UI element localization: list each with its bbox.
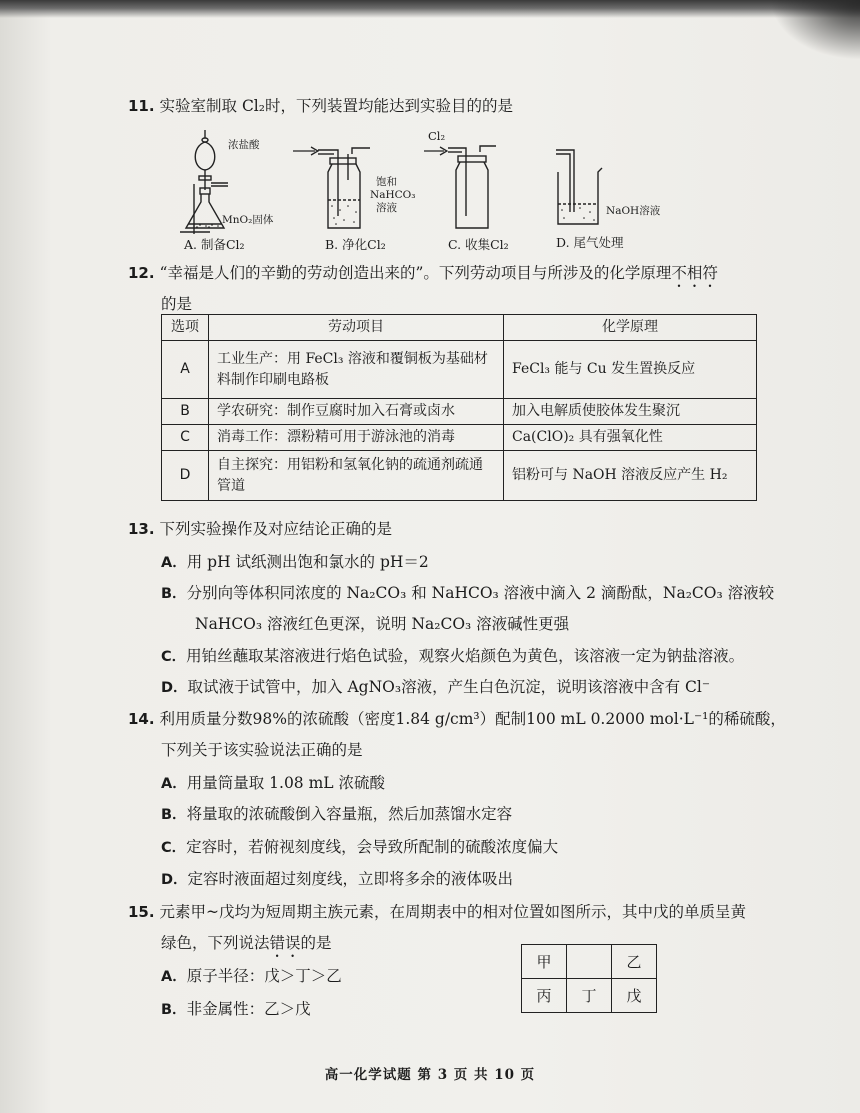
q12-table — [161, 314, 757, 501]
q13-option-c — [161, 645, 744, 668]
question-11 — [128, 95, 513, 117]
q14-option-d — [161, 868, 513, 891]
option-text: 将量取的浓硫酸倒入容量瓶，然后加蒸馏水定容 — [186, 805, 513, 823]
option-letter: B． — [161, 1002, 187, 1018]
option-text: 定容时液面超过刻度线，立即将多余的液体吸出 — [187, 870, 514, 888]
row-project: 消毒工作：漂粉精可用于游泳池的消毒 — [209, 425, 504, 451]
question-14 — [128, 708, 786, 730]
option-text: 取试液于试管中，加入 AgNO₃溶液，产生白色沉淀，说明该溶液中含有 Cl⁻ — [187, 678, 711, 696]
row-project: 学农研究：制作豆腐时加入石膏或卤水 — [209, 399, 504, 425]
option-text: 分别向等体积同浓度的 Na₂CO₃ 和 NaHCO₃ 溶液中滴入 2 滴酚酞，Na₂CO₃ 溶液较 — [186, 584, 775, 602]
q15-option-a — [161, 965, 342, 988]
option-letter: B． — [161, 586, 187, 602]
question-text: 实验室制取 Cl₂时，下列装置均能达到实验目的的是 — [159, 97, 513, 115]
row-option: B — [162, 399, 209, 425]
label-cl2-gas: Cl₂ — [428, 129, 446, 143]
q14-option-c — [161, 836, 558, 859]
question-number: 12. — [128, 264, 155, 282]
element-wu: 戊 — [612, 979, 657, 1013]
row-principle: 铝粉可与 NaOH 溶液反应产生 H₂ — [504, 451, 757, 501]
ptable-row-1 — [522, 945, 657, 979]
question-15-line2 — [161, 932, 332, 961]
q14-option-b — [161, 803, 512, 826]
option-text: 用铂丝蘸取某溶液进行焰色试验，观察火焰颜色为黄色，该溶液一定为钠盐溶液。 — [186, 647, 745, 665]
apparatus-b-drawing — [316, 140, 372, 232]
label-naoh: NaOH溶液 — [606, 205, 661, 217]
row-option: C — [162, 425, 209, 451]
row-option: A — [162, 341, 209, 399]
caption-d: D. 尾气处理 — [556, 235, 624, 250]
row-principle: Ca(ClO)₂ 具有强氧化性 — [504, 425, 757, 451]
row-principle: FeCl₃ 能与 Cu 发生置换反应 — [504, 341, 757, 399]
text-part: 绿色，下列说法 — [161, 934, 270, 952]
table-header-row — [162, 315, 757, 341]
option-letter: C． — [161, 649, 187, 665]
header-project: 劳动项目 — [209, 315, 504, 341]
empty-cell — [567, 945, 612, 979]
caption-c: C. 收集Cl₂ — [448, 237, 509, 252]
caption-b: B. 净化Cl₂ — [325, 237, 386, 252]
table-row — [162, 425, 757, 451]
label-mno2: MnO₂固体 — [222, 214, 274, 226]
option-text: 原子半径：戊＞丁＞乙 — [186, 967, 342, 985]
table-row — [162, 451, 757, 501]
label-solution: 溶液 — [376, 202, 397, 214]
question-number: 14. — [128, 710, 155, 728]
ptable-row-2 — [522, 979, 657, 1013]
label-nahco3: NaHCO₃ — [370, 189, 416, 201]
question-text-line1: 利用质量分数98%的浓硫酸（密度1.84 g/cm³）配制100 mL 0.2000 mol·L⁻¹的稀硫酸， — [159, 710, 786, 728]
q13-option-b-cont: NaHCO₃ 溶液红色更深，说明 Na₂CO₃ 溶液碱性更强 — [195, 615, 570, 633]
q13-option-b — [161, 582, 774, 605]
header-option: 选项 — [162, 315, 209, 341]
question-12 — [128, 262, 718, 291]
element-ding: 丁 — [567, 979, 612, 1013]
row-project: 自主探究：用铝粉和氢氧化钠的疏通剂疏通管道 — [209, 451, 504, 501]
option-letter: A． — [161, 776, 187, 792]
question-13 — [128, 518, 392, 540]
row-principle: 加入电解质使胶体发生聚沉 — [504, 399, 757, 425]
option-letter: D． — [161, 680, 188, 696]
q14-option-a — [161, 772, 385, 795]
option-text: 用量筒量取 1.08 mL 浓硫酸 — [186, 774, 386, 792]
q13-option-a — [161, 551, 429, 574]
emphasis-not-match: 不相符 — [671, 264, 718, 282]
q13-option-d — [161, 676, 710, 699]
scan-shadow-top — [0, 0, 860, 18]
question-number: 15. — [128, 903, 155, 921]
question-14-line2: 下列关于该实验说法正确的是 — [161, 741, 363, 759]
option-letter: A． — [161, 555, 187, 571]
option-letter: B． — [161, 807, 187, 823]
q15-option-b — [161, 998, 311, 1021]
element-bing: 丙 — [522, 979, 567, 1013]
question-15 — [128, 901, 746, 923]
table-row — [162, 399, 757, 425]
option-letter: D． — [161, 872, 188, 888]
question-text-line1: 元素甲~戊均为短周期主族元素，在周期表中的相对位置如图所示，其中戊的单质呈黄 — [159, 903, 747, 921]
label-conc-hcl: 浓盐酸 — [228, 139, 260, 151]
periodic-table-fragment — [521, 944, 657, 1013]
question-number: 11. — [128, 97, 155, 115]
emphasis-wrong: 错误 — [269, 934, 301, 952]
question-12-line2: 的是 — [161, 295, 193, 313]
table-row — [162, 341, 757, 399]
apparatus-d-drawing — [552, 148, 604, 226]
option-text: 定容时，若俯视刻度线，会导致所配制的硫酸浓度偏大 — [186, 838, 559, 856]
caption-a: A. 制备Cl₂ — [184, 237, 245, 252]
option-text: 用 pH 试纸测出饱和氯水的 pH＝2 — [186, 553, 429, 571]
question-number: 13. — [128, 520, 155, 538]
text-part: 的是 — [300, 934, 332, 952]
header-principle: 化学原理 — [504, 315, 757, 341]
page-footer: 高一化学试题 第 3 页 共 10 页 — [324, 1067, 536, 1083]
row-option: D — [162, 451, 209, 501]
gas-arrow-c — [424, 146, 448, 156]
label-saturated: 饱和 — [376, 176, 397, 188]
question-text: 下列实验操作及对应结论正确的是 — [159, 520, 393, 538]
scan-shadow-corner — [770, 0, 860, 60]
element-jia: 甲 — [522, 945, 567, 979]
element-yi: 乙 — [612, 945, 657, 979]
question-text-line1: “幸福是人们的辛勤的劳动创造出来的”。下列劳动项目与所涉及的化学原理 — [159, 264, 672, 282]
apparatus-c-drawing — [446, 140, 500, 232]
option-letter: C． — [161, 840, 187, 856]
option-letter: A． — [161, 969, 187, 985]
row-project: 工业生产：用 FeCl₃ 溶液和覆铜板为基础材料制作印刷电路板 — [209, 341, 504, 399]
option-text: 非金属性：乙＞戊 — [186, 1000, 311, 1018]
